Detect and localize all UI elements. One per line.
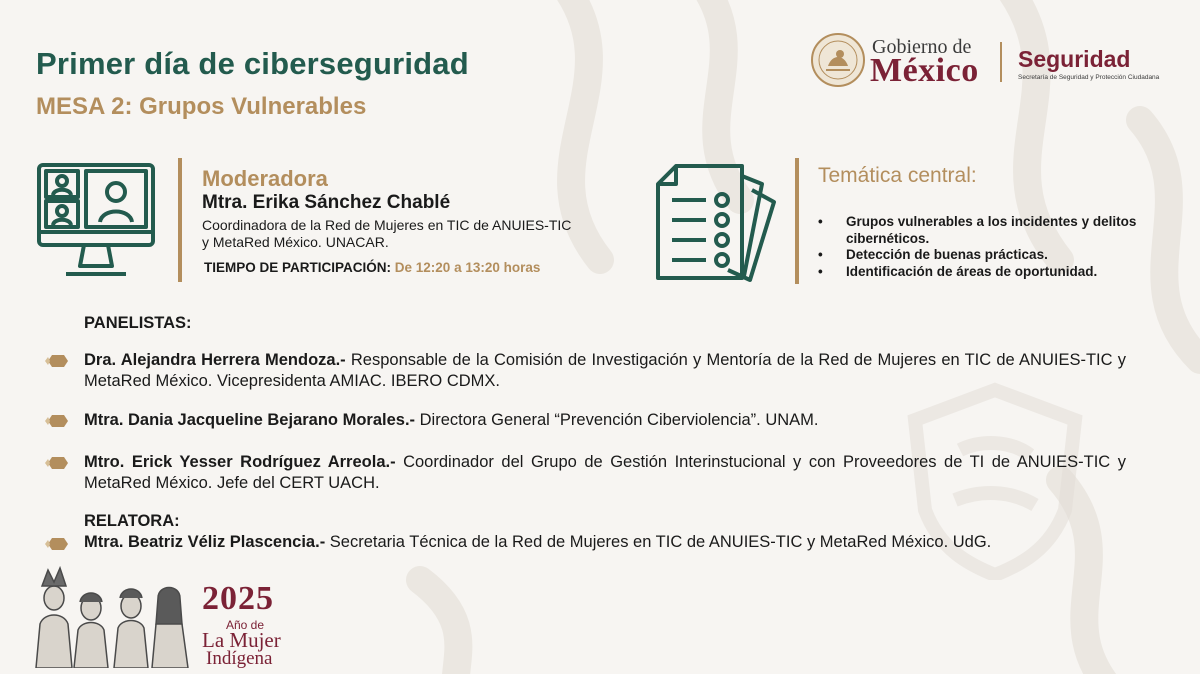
rapporteur-name: Mtra. Beatriz Véliz Plascencia.- bbox=[84, 533, 326, 551]
gobierno-logo bbox=[808, 30, 1168, 96]
panelist-entry bbox=[84, 350, 1126, 392]
gobierno-line2: México bbox=[870, 52, 979, 89]
theme-divider bbox=[795, 158, 799, 284]
panelist-description: Directora General “Prevención Ciberviolencia”. UNAM. bbox=[415, 411, 819, 429]
page-subtitle: MESA 2: Grupos Vulnerables bbox=[36, 93, 367, 120]
participation-time-value: De 12:20 a 13:20 horas bbox=[394, 260, 541, 275]
agency-name: Seguridad bbox=[1018, 46, 1131, 72]
panelist-entry bbox=[84, 410, 1126, 431]
moderator-name: Mtra. Erika Sánchez Chablé bbox=[202, 192, 451, 213]
logo-divider bbox=[1000, 42, 1002, 82]
hexagon-bullet-icon bbox=[44, 537, 72, 551]
panelist-name: Dra. Alejandra Herrera Mendoza.- bbox=[84, 351, 346, 369]
theme-item: • Detección de buenas prácticas. bbox=[818, 247, 1148, 264]
panelist-name: Mtra. Dania Jacqueline Bejarano Morales.- bbox=[84, 411, 416, 429]
page-title: Primer día de ciberseguridad bbox=[36, 46, 469, 81]
panelist-entry bbox=[84, 452, 1126, 494]
panelist-description: Coordinador del Grupo de Gestión Interinstucional y con Proveedores de TI de ANUIES-TIC y MetaRed México. Jefe del CERT UACH. bbox=[84, 453, 1126, 492]
document-checklist-icon bbox=[654, 162, 778, 284]
year-line3: Indígena bbox=[206, 648, 273, 669]
hexagon-bullet-icon bbox=[44, 354, 72, 368]
theme-item: • Identificación de áreas de oportunidad. bbox=[818, 264, 1148, 281]
hexagon-bullet-icon bbox=[44, 456, 72, 470]
theme-label: Temática central: bbox=[818, 164, 977, 187]
panelists-heading: PANELISTAS: bbox=[84, 314, 192, 332]
participation-time bbox=[204, 260, 540, 275]
rapporteur-description: Secretaria Técnica de la Red de Mujeres en TIC de ANUIES-TIC y MetaRed México. UdG. bbox=[325, 533, 992, 551]
hexagon-bullet-icon bbox=[44, 414, 72, 428]
eagle-seal-icon bbox=[810, 32, 866, 88]
theme-list bbox=[818, 214, 1148, 280]
agency-subtitle: Secretaría de Seguridad y Protección Ciudadana bbox=[1018, 74, 1160, 81]
year-badge bbox=[34, 564, 304, 670]
panelist-name: Mtro. Erick Yesser Rodríguez Arreola.- bbox=[84, 453, 396, 471]
year-line1: Año de bbox=[226, 618, 265, 632]
gobierno-line1: Gobierno de bbox=[872, 36, 972, 58]
year-line2: La Mujer bbox=[202, 628, 281, 652]
moderator-divider bbox=[178, 158, 182, 282]
year-number: 2025 bbox=[202, 580, 274, 617]
rapporteur-entry bbox=[84, 532, 1126, 553]
rapporteur-heading: RELATORA: bbox=[84, 512, 180, 530]
video-call-monitor-icon bbox=[36, 162, 156, 280]
moderator-label: Moderadora bbox=[202, 166, 328, 191]
indigenous-women-illustration-icon bbox=[34, 564, 194, 668]
panelist-description: Responsable de la Comisión de Investigación y Mentoría de la Red de Mujeres en TIC de ANUIES-TIC y MetaRed México. Vicepresidenta AMIAC. IBERO CDMX. bbox=[84, 351, 1126, 390]
moderator-role: Coordinadora de la Red de Mujeres en TIC de ANUIES-TIC y MetaRed México. UNACAR. bbox=[202, 217, 572, 250]
participation-time-label: TIEMPO DE PARTICIPACIÓN: bbox=[204, 260, 392, 275]
theme-item: • Grupos vulnerables a los incidentes y delitos cibernéticos. bbox=[818, 214, 1148, 247]
